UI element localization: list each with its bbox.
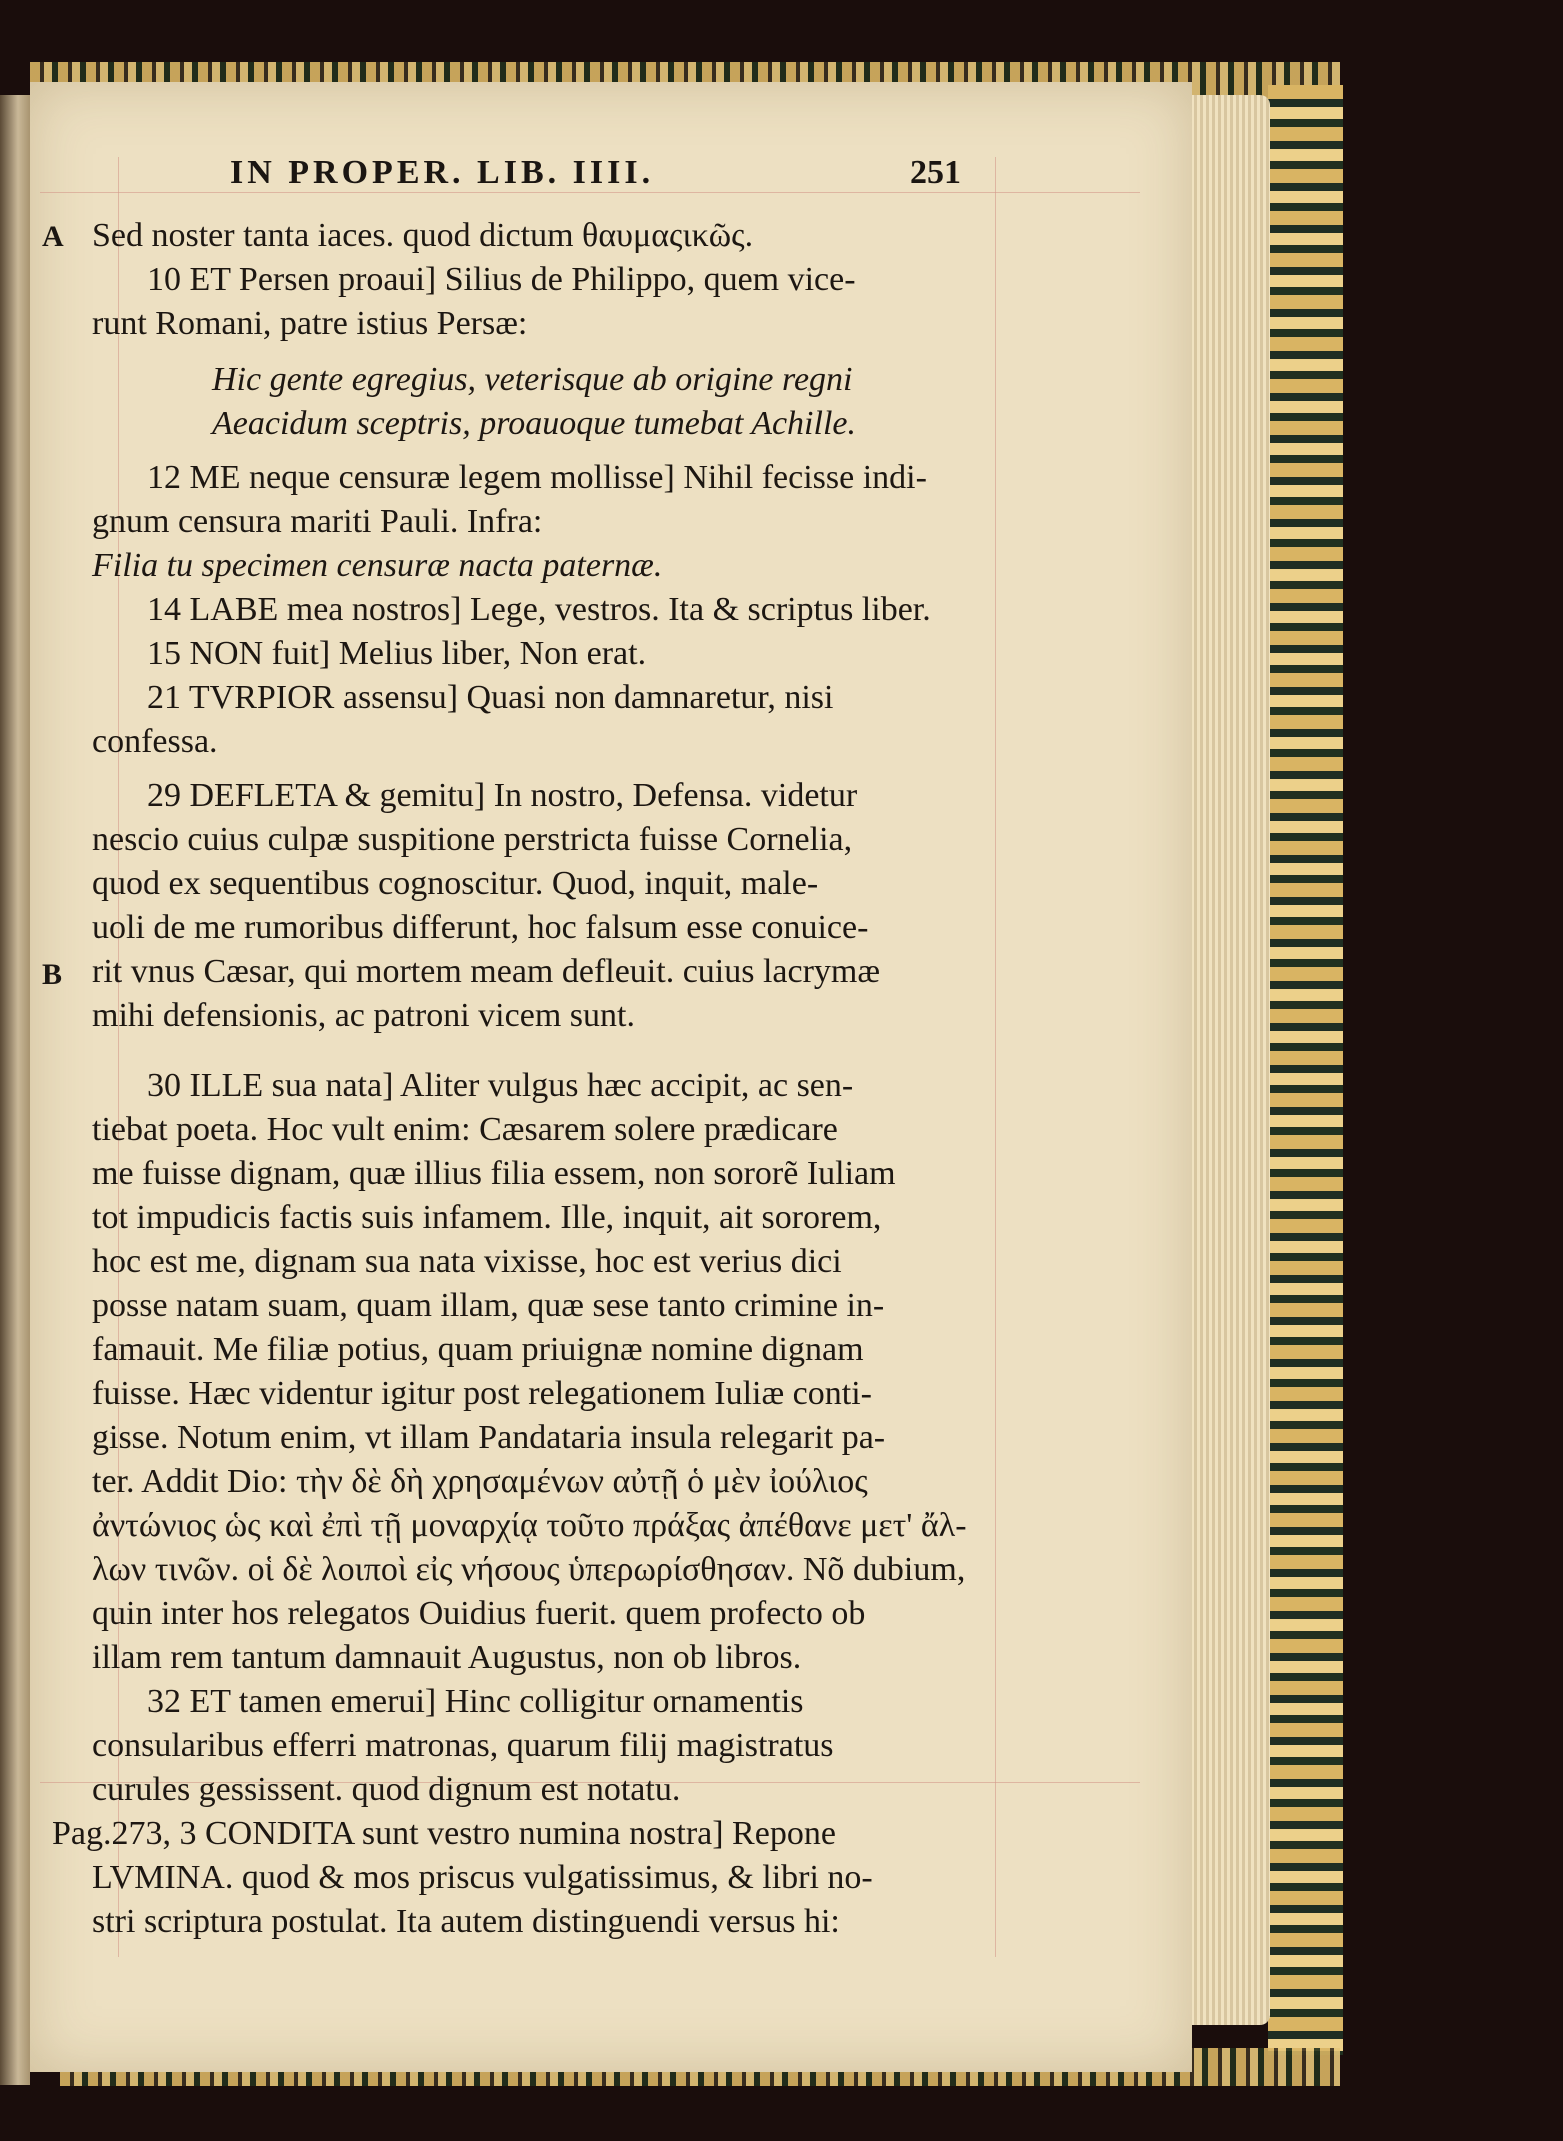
- text-line: tiebat poeta. Hoc vult enim: Cæsarem solere prædicare: [92, 1111, 838, 1148]
- text-line: tot impudicis factis suis infamem. Ille, inquit, ait sororem,: [92, 1199, 882, 1236]
- verse-line: Aeacidum sceptris, proauoque tumebat Achille.: [212, 405, 856, 442]
- gilt-edge-right: [1268, 85, 1343, 2055]
- text-line: gisse. Notum enim, vt illam Pandataria insula relegarit pa-: [92, 1419, 886, 1456]
- left-page-edge: [0, 95, 30, 2085]
- margin-letter-b: B: [42, 958, 63, 991]
- text-line: runt Romani, patre istius Persæ:: [92, 305, 528, 342]
- text-line: consularibus efferri matronas, quarum filij magistratus: [92, 1727, 834, 1764]
- text-line: rit vnus Cæsar, qui mortem meam defleuit. cuius lacrymæ: [92, 953, 881, 990]
- text-line: Sed noster tanta iaces. quod dictum θαυμαςικῶς.: [92, 217, 754, 254]
- text-line: illam rem tantum damnauit Augustus, non ob libros.: [92, 1639, 802, 1676]
- text-line: Pag.273, 3 CONDITA sunt vestro numina nostra] Repone: [52, 1815, 836, 1852]
- ruled-line-top: [40, 192, 1140, 193]
- margin-letter-a: A: [42, 220, 64, 253]
- text-line: stri scriptura postulat. Ita autem distinguendi versus hi:: [92, 1903, 840, 1940]
- ruled-line-right: [995, 157, 996, 1957]
- text-line: nescio cuius culpæ suspitione perstricta fuisse Cornelia,: [92, 821, 853, 858]
- text-line: 10 ET Persen proaui] Silius de Philippo, quem vice-: [147, 261, 856, 298]
- text-line: mihi defensionis, ac patroni vicem sunt.: [92, 997, 635, 1034]
- text-line: 12 ME neque censuræ legem mollisse] Nihil fecisse indi-: [147, 459, 927, 496]
- text-line: 32 ET tamen emerui] Hinc colligitur ornamentis: [147, 1683, 804, 1720]
- text-line: 21 TVRPIOR assensu] Quasi non damnaretur, nisi: [147, 679, 834, 716]
- greek-line: ἀντώνιος ὡς καὶ ἐπὶ τῇ μοναρχίᾳ τοῦτο πράξας ἀπέθανε μετ' ἄλ-: [92, 1507, 967, 1544]
- text-line: me fuisse dignam, quæ illius filia essem, non sororẽ Iuliam: [92, 1155, 896, 1192]
- text-line: hoc est me, dignam sua nata vixisse, hoc est verius dici: [92, 1243, 842, 1280]
- text-line: curules gessissent. quod dignum est notatu.: [92, 1771, 681, 1808]
- text-line: quin inter hos relegatos Ouidius fuerit. quem profecto ob: [92, 1595, 866, 1632]
- text-line: gnum censura mariti Pauli. Infra:: [92, 503, 543, 540]
- text-line: 14 LABE mea nostros] Lege, vestros. Ita & scriptus liber.: [147, 591, 931, 628]
- text-line: uoli de me rumoribus differunt, hoc falsum esse conuice-: [92, 909, 869, 946]
- verse-line: Filia tu specimen censuræ nacta paternæ.: [92, 547, 663, 584]
- commentary-text: [52, 214, 992, 1944]
- text-line: 30 ILLE sua nata] Aliter vulgus hæc accipit, ac sen-: [147, 1067, 854, 1104]
- book-page: [30, 82, 1192, 2072]
- text-line: LVMINA. quod & mos priscus vulgatissimus, & libri no-: [92, 1859, 873, 1896]
- page-number: 251: [910, 154, 961, 191]
- text-line: ter. Addit Dio: τὴν δὲ δὴ χρησαμένων αὐτῇ ὁ μὲν ἰούλιος: [92, 1463, 868, 1500]
- verse-line: Hic gente egregius, veterisque ab origine regni: [212, 361, 853, 398]
- text-line: quod ex sequentibus cognoscitur. Quod, inquit, male-: [92, 865, 819, 902]
- text-line: 29 DEFLETA & gemitu] In nostro, Defensa. videtur: [147, 777, 858, 814]
- text-line: posse natam suam, quam illam, quæ sese tanto crimine in-: [92, 1287, 885, 1324]
- text-line: confessa.: [92, 723, 218, 760]
- text-line: 15 NON fuit] Melius liber, Non erat.: [147, 635, 647, 672]
- text-line: famauit. Me filiæ potius, quam priuignæ nomine dignam: [92, 1331, 864, 1368]
- greek-line: λων τινῶν. οἱ δὲ λοιποὶ εἰς νήσους ὑπερωρίσθησαν. Nõ dubium,: [92, 1551, 966, 1588]
- page-stack-edges: [1188, 95, 1270, 2025]
- running-title: IN PROPER. LIB. IIII.: [230, 154, 655, 191]
- text-line: fuisse. Hæc videntur igitur post relegationem Iuliæ conti-: [92, 1375, 872, 1412]
